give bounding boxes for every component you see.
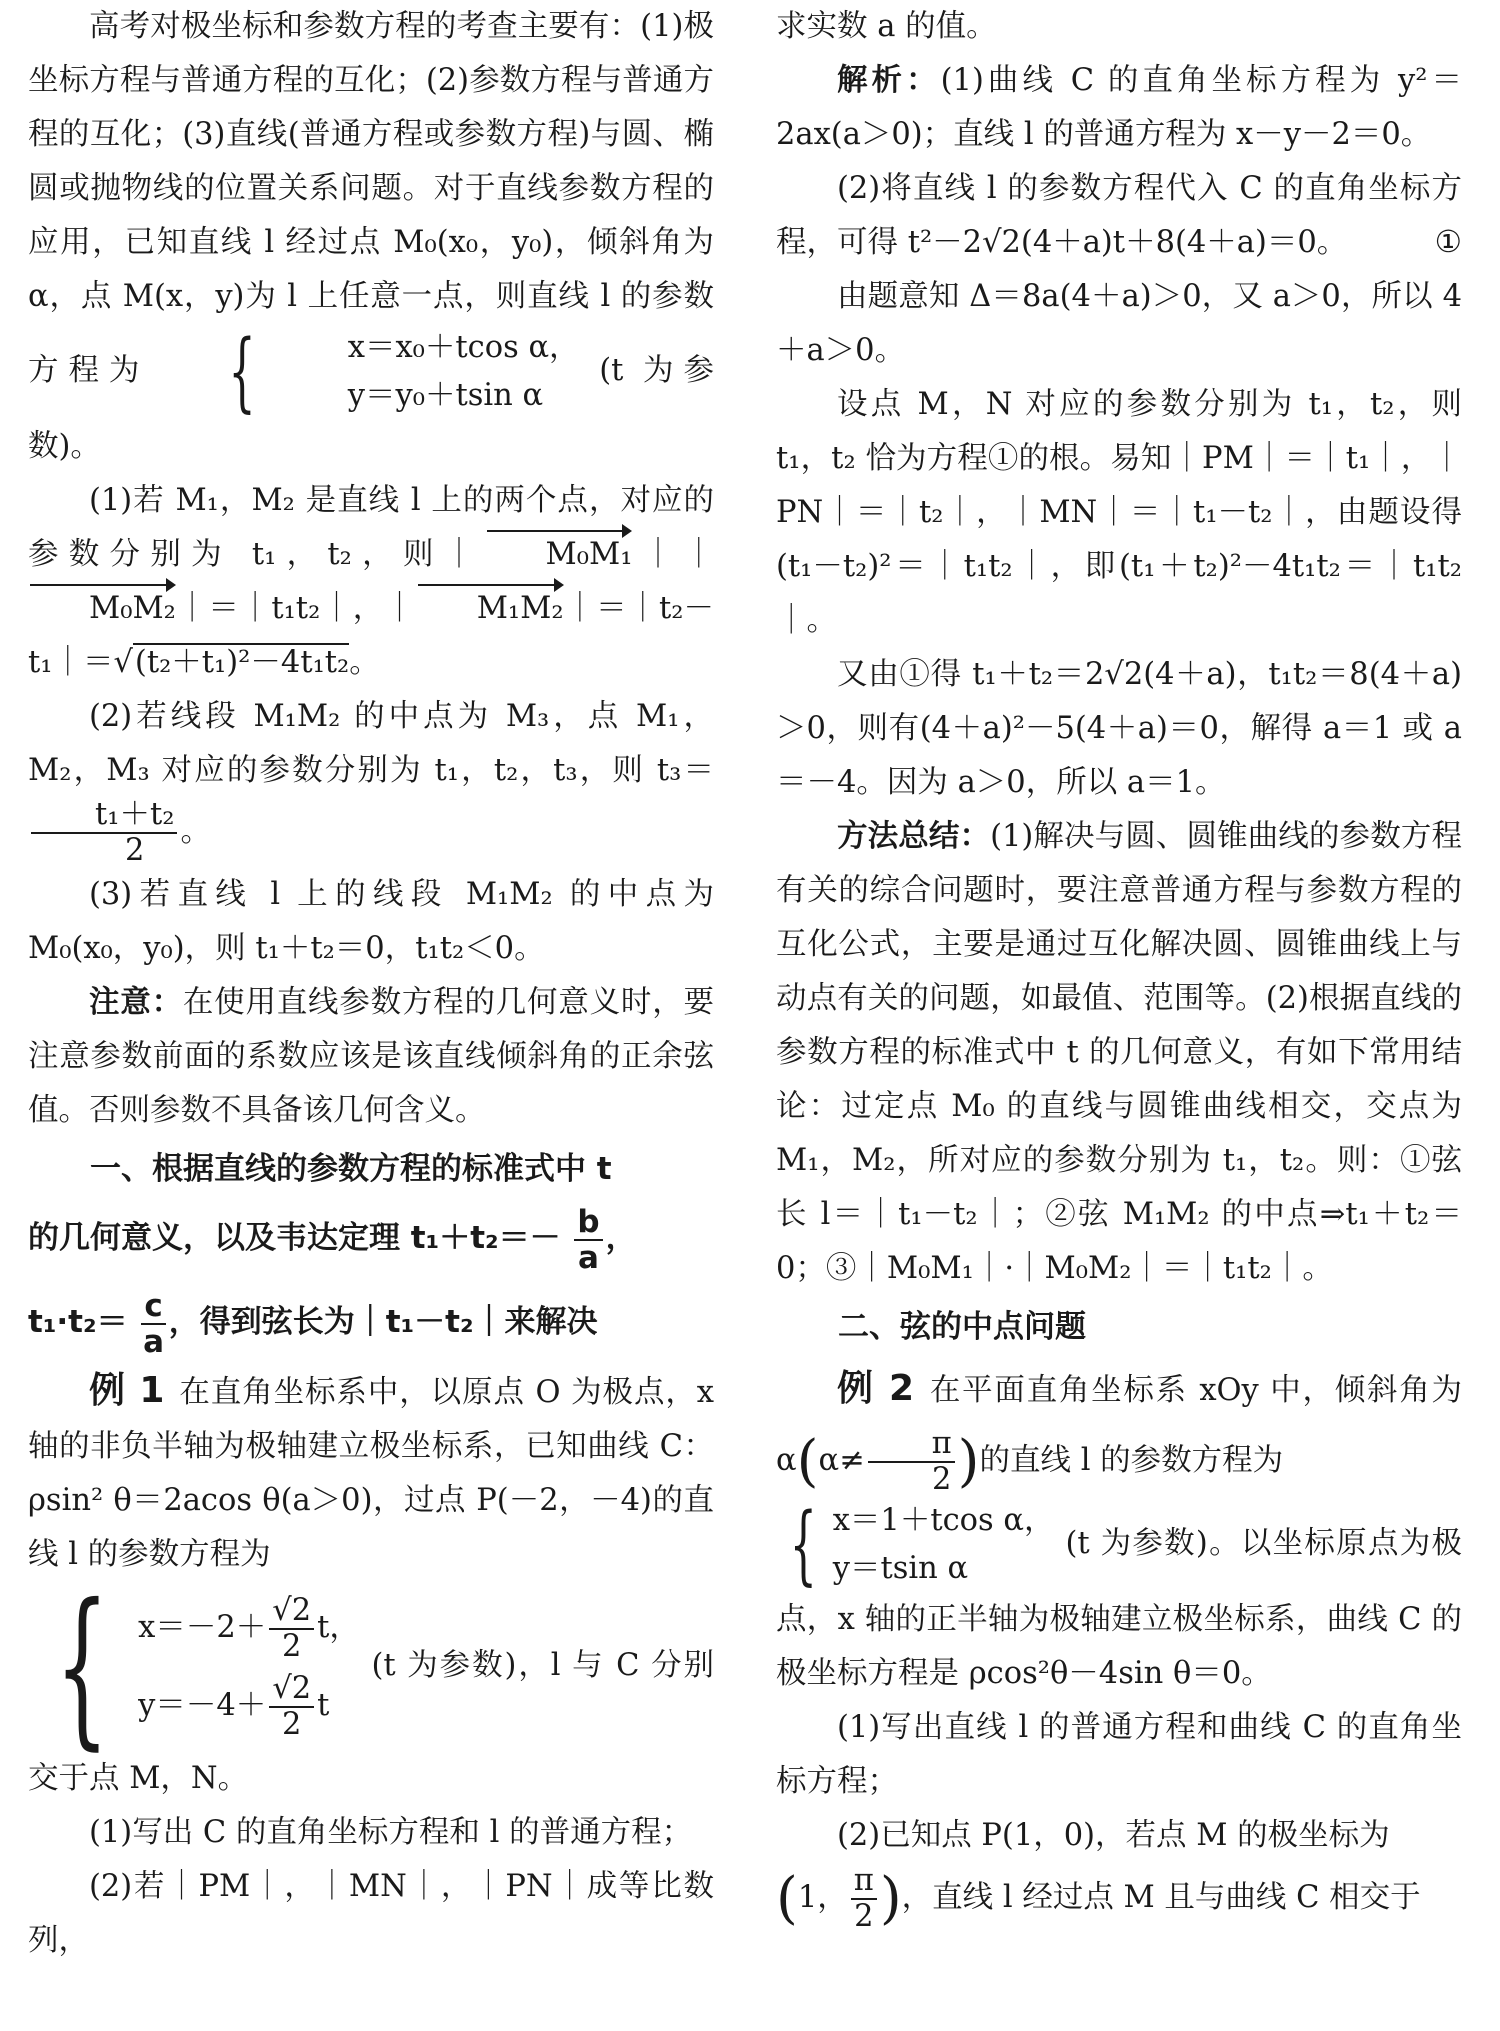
fraction-pi-over-2 (851, 1864, 877, 1934)
heading-text: t₁·t₂＝ (28, 1304, 128, 1340)
section-1-heading-line-1: 一、根据直线的参数方程的标准式中 t (90, 1151, 612, 1187)
vector-m0m2: M₀M₂ (28, 582, 176, 636)
vector-m1m2: M₁M₂ (416, 582, 564, 636)
fraction-denominator: a (143, 1323, 165, 1360)
ex1-eq-x: x＝－2＋ $\frac{√2}{2}$ t， (138, 1593, 360, 1664)
brace-icon: { (55, 1568, 110, 1766)
param-system-ex2 (776, 1497, 1054, 1593)
polar-point: 1， (797, 1880, 848, 1915)
solution-2-text: (2)将直线 l 的参数方程代入 C 的直角坐标方程，可得 t²－2√2(4＋a)t＋8(4＋a)＝0。 (776, 171, 1462, 260)
vector-m0m1: M₀M₁ (485, 528, 633, 582)
fraction-denominator: a (578, 1239, 599, 1276)
solution-2 (776, 162, 1462, 270)
fraction-numerator: π (868, 1427, 955, 1463)
left-column (28, 0, 714, 2031)
property-3: (3)若直线 l 上的线段 M₁M₂ 的中点为 M₀(x₀，y₀)，则 t₁＋t₂＝0，t₁t₂＜0。 (28, 877, 714, 966)
fraction-b-over-a (574, 1205, 602, 1275)
example-1-tail: (t 为参数)，l 与 C 分别交于点 M，N。 (28, 1648, 714, 1796)
intro-text: 高考对极坐标和参数方程的考查主要有：(1)极坐标方程与普通方程的互化；(2)参数方程与普通方程的互化；(3)直线(普通方程或参数方程)与圆、椭圆或抛物线的位置关系问题。对于直线参数方程的应用，已知直线 l 经过点 M₀(x₀，y₀)，倾斜角为 α，点 M(x，y)为 l 上任意一点，则直线 l 的参数方程为 (28, 9, 714, 388)
right-column (776, 0, 1462, 2031)
brace-icon: { (228, 322, 256, 422)
fraction-denominator: 2 (125, 833, 145, 868)
example-2: 例 2 在平面直角坐标系 xOy 中，倾斜角为 α(α≠ $\frac{\pi}{2}$ )的直线 l 的参数方程为 (776, 1368, 1462, 1497)
example-2-question-2-cont: (1， $\frac{\pi}{2}$ )，直线 l 经过点 M 且与曲线 C 相交于 (776, 1863, 1421, 1934)
intro-tail: (t 为参数)。 (28, 353, 715, 464)
note-text: 在使用直线参数方程的几何意义时，要注意参数前面的系数应该是该直线倾斜角的正余弦值。否则参数不具备该几何含义。 (28, 985, 715, 1128)
note-paragraph (28, 976, 714, 1138)
property-1-end: ｜＝｜t₂－t₁｜＝ (28, 591, 715, 680)
example-2-text-b: 的直线 l 的参数方程为 (979, 1443, 1284, 1478)
example-2-label: 例 2 (837, 1368, 915, 1409)
property-1-mid: ＝｜t₁t₂｜，｜ (208, 591, 416, 626)
note-label: 注意： (89, 985, 183, 1020)
fraction-numerator: t₁＋t₂ (31, 798, 177, 834)
example-2-question-1: (1)写出直线 l 的普通方程和曲线 C 的直角坐标方程； (776, 1710, 1462, 1799)
ex2-eq-x: x＝1＋tcos α， (832, 1503, 1055, 1538)
fraction-denominator: 2 (282, 1707, 302, 1742)
property-1-text: (1)若 M₁，M₂ 是直线 l 上的两个点，对应的参数分别为 t₁，t₂，则 (28, 483, 714, 572)
solution-3: 由题意知 Δ＝8a(4＋a)＞0，又 a＞0，所以 4＋a＞0。 (776, 279, 1462, 368)
fraction-t3 (31, 798, 177, 868)
param-system (169, 324, 580, 420)
sqrt-expression: (t₂＋t₁)²－4t₁t₂ (134, 645, 350, 680)
intro-paragraph (28, 0, 714, 474)
example-2-text-c: (t 为参数)。以坐标原点为极点，x 轴的正半轴为极轴建立极坐标系，曲线 C 的极坐标方程是 ρcos²θ－4sin θ＝0。 (776, 1526, 1463, 1691)
solution-1-text: (1)曲线 C 的直角坐标方程为 y²＝2ax(a＞0)；直线 l 的普通方程为 x－y－2＝0。 (776, 63, 1462, 152)
summary-label: 方法总结： (837, 819, 991, 854)
fraction-numerator: b (574, 1205, 602, 1241)
example-2-question-2-tail: ，直线 l 经过点 M 且与曲线 C 相交于 (901, 1880, 1421, 1915)
fraction-denominator: 2 (282, 1629, 302, 1664)
brace-icon: { (789, 1495, 818, 1595)
fraction-numerator: c (141, 1289, 165, 1325)
example-1-question-2: (2)若｜PM｜，｜MN｜，｜PN｜成等比数列， (28, 1869, 714, 1958)
angle-condition: α≠ (818, 1443, 865, 1478)
fraction-denominator: 2 (854, 1899, 874, 1934)
summary-text: (1)解决与圆、圆锥曲线的参数方程有关的综合问题时，要注意普通方程与参数方程的互化公式，主要是通过互化解决圆、圆锥曲线上与动点有关的问题，如最值、范围等。(2)根据直线的参数方程的标准式中 t 的几何意义，有如下常用结论：过定点 M₀ 的直线与圆锥曲线相交，交点为 M₁，M₂，所对应的参数分别为 t₁，t₂。则：①弦长 l＝｜t₁－t₂｜；②弦 M₁M₂ 的中点⇒t₁＋t₂＝0；③｜M₀M₁｜·｜M₀M₂｜＝｜t₁t₂｜。 (776, 819, 1463, 1286)
solution-5: 又由①得 t₁＋t₂＝2√2(4＋a)，t₁t₂＝8(4＋a)＞0，则有(4＋a)²－5(4＋a)＝0，解得 a＝1 或 a＝－4。因为 a＞0，所以 a＝1。 (776, 657, 1462, 800)
ex2-eq-y: y＝tsin α (832, 1551, 969, 1586)
example-2-question-2: (2)已知点 P(1，0)，若点 M 的极坐标为 (837, 1818, 1390, 1853)
section-2-heading: 二、弦的中点问题 (838, 1309, 1086, 1345)
example-1-system-line (28, 1568, 714, 1806)
param-eq-x: x＝x₀＋tcos α， (347, 330, 580, 365)
solution-1 (776, 54, 1462, 162)
param-eq-y: y＝y₀＋tsin α (347, 378, 544, 413)
solution-label: 解析： (837, 63, 941, 98)
fraction-numerator: √2 (269, 1672, 314, 1708)
equation-marker: ① (1434, 225, 1462, 260)
fraction-pi-over-2 (868, 1427, 955, 1497)
param-system-ex1 (28, 1568, 360, 1766)
fraction-denominator: 2 (931, 1462, 952, 1497)
example-1-question-2-cont: 求实数 a 的值。 (776, 9, 997, 44)
heading-text: 的几何意义，以及韦达定理 t₁＋t₂＝－ (28, 1220, 561, 1256)
fraction-numerator: π (851, 1864, 877, 1900)
method-summary (776, 810, 1462, 1296)
fraction-numerator: √2 (269, 1594, 314, 1630)
ex1-eq-y: y＝－4＋ $\frac{√2}{2}$ t (138, 1671, 330, 1742)
fraction-c-over-a (141, 1289, 165, 1359)
example-2-system-line (776, 1497, 1462, 1701)
example-1-text: 在直角坐标系中，以原点 O 为极点，x 轴的非负半轴为极轴建立极坐标系，已知曲线 C：ρsin² θ＝2acos θ(a＞0)，过点 P(－2，－4)的直线 l 的参数方程为 (28, 1375, 714, 1572)
heading-text: ，得到弦长为｜t₁－t₂｜来解决 (168, 1304, 598, 1340)
example-1 (28, 1364, 714, 1582)
section-1-heading-line-2: 的几何意义，以及韦达定理 t₁＋t₂＝－ $\frac{b}{a}$ ， (28, 1203, 637, 1276)
example-1-label: 例 1 (89, 1370, 165, 1411)
solution-4: 设点 M，N 对应的参数分别为 t₁，t₂，则 t₁，t₂ 恰为方程①的根。易知｜PM｜＝｜t₁｜，｜PN｜＝｜t₂｜，｜MN｜＝｜t₁－t₂｜，由题设得(t₁－t₂)²＝｜t₁t₂｜，即(t₁＋t₂)²－4t₁t₂＝｜t₁t₂｜。 (776, 387, 1462, 638)
section-1-heading-line-3 (28, 1280, 714, 1364)
example-1-question-1: (1)写出 C 的直角坐标方程和 l 的普通方程； (89, 1815, 693, 1850)
property-2-text: (2)若线段 M₁M₂ 的中点为 M₃，点 M₁，M₂，M₃ 对应的参数分别为 t₁，t₂，t₃，则 t₃＝ (28, 699, 714, 788)
property-1: (1)若 M₁，M₂ 是直线 l 上的两个点，对应的参数分别为 t₁，t₂，则｜ M₀M₁｜｜M₀M₂｜＝｜t₁t₂｜，｜ M₁M₂｜＝｜t₂－t₁｜＝√(t₂＋t₁)²－4t₁t₂。 (28, 483, 715, 680)
property-2: (2)若线段 M₁M₂ 的中点为 M₃，点 M₁，M₂，M₃ 对应的参数分别为 t₁，t₂，t₃，则 t₃＝ $\frac{\text{t₁＋t₂}}{2}$ 。 (28, 699, 714, 868)
example-2-text: 在平面直角坐标系 xOy 中，倾斜角为 α (776, 1373, 1462, 1478)
